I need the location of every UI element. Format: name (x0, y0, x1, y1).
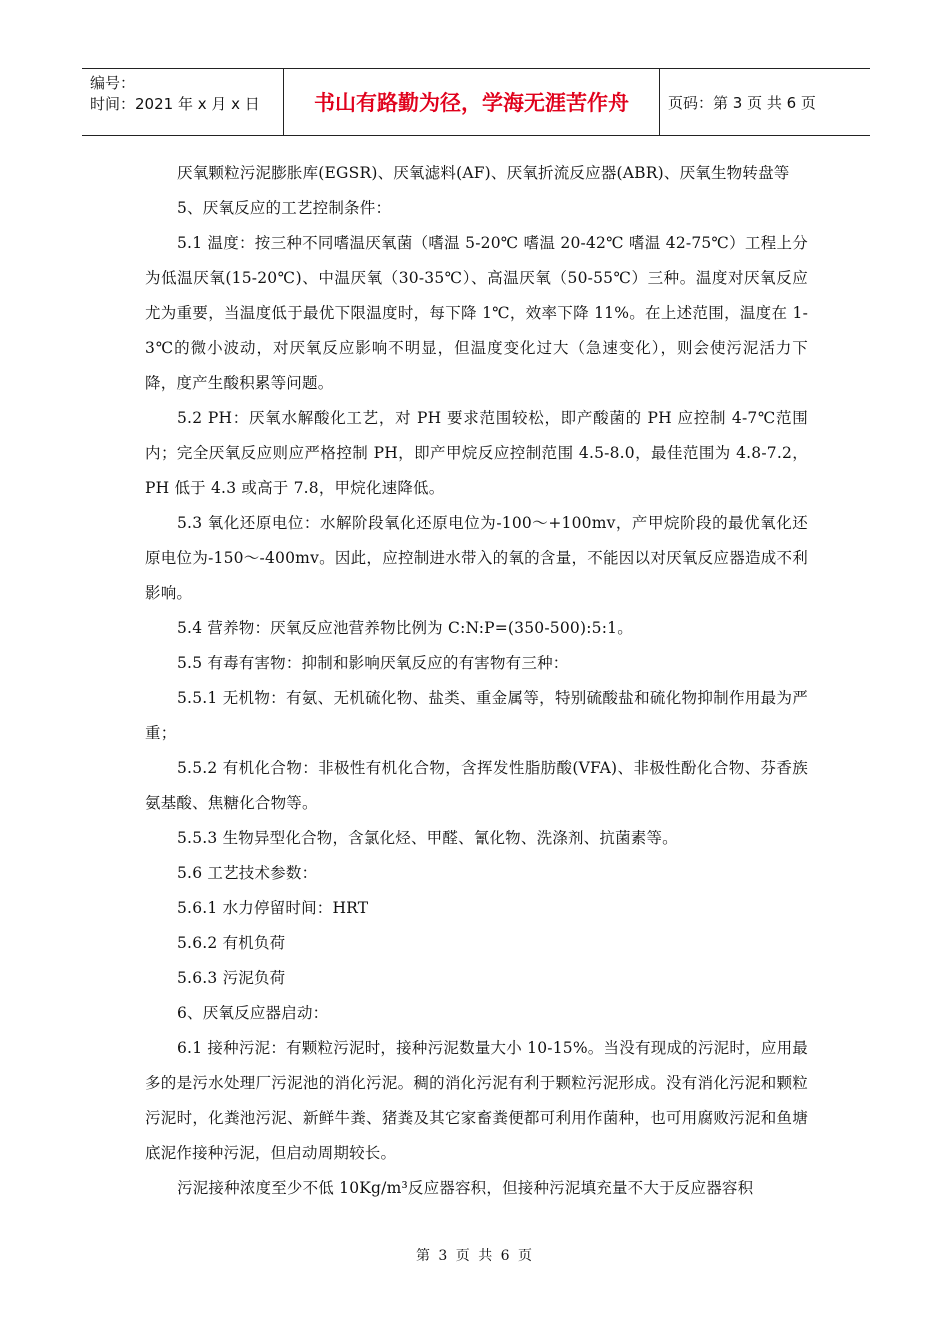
paragraph: 5.3 氧化还原电位：水解阶段氧化还原电位为-100～+100mv，产甲烷阶段的最优氧化还原电位为-150～-400mv。因此，应控制进水带入的氧的含量，不能因以对厌氧反应器造成不利影响。 (145, 514, 808, 602)
document-number: 编号： (90, 74, 136, 92)
paragraph: 5.6.2 有机负荷 (177, 934, 286, 952)
section-heading: 5、厌氧反应的工艺控制条件： (177, 199, 392, 217)
paragraph: 污泥接种浓度至少不低 10Kg/m³反应器容积，但接种污泥填充量不大于反应器容积 (177, 1179, 754, 1197)
paragraph: 6.1 接种污泥：有颗粒污泥时，接种污泥数量大小 10-15%。当没有现成的污泥时，应用最多的是污水处理厂污泥池的消化污泥。稠的消化污泥有利于颗粒污泥形成。没有消化污泥和颗粒污泥时，化粪池污泥、新鲜牛粪、猪粪及其它家畜粪便都可利用作菌种，也可用腐败污泥和鱼塘底泥作接种污泥，但启动周期较长。 (145, 1039, 808, 1162)
header-meta (82, 69, 284, 135)
paragraph: 5.5.1 无机物：有氨、无机硫化物、盐类、重金属等，特别硫酸盐和硫化物抑制作用最为严重； (145, 689, 808, 742)
page-footer: 第 3 页 共 6 页 (415, 1248, 535, 1264)
paragraph: 5.5 有毒有害物：抑制和影响厌氧反应的有害物有三种： (177, 654, 569, 672)
paragraph: 5.5.2 有机化合物：非极性有机化合物，含挥发性脂肪酸(VFA)、非极性酚化合物、芬香族氨基酸、焦糖化合物等。 (145, 759, 808, 812)
paragraph: 5.6.3 污泥负荷 (177, 969, 286, 987)
paragraph: 5.6 工艺技术参数： (177, 864, 318, 882)
header-page-info: 页码：第 3 页 共 6 页 (668, 93, 816, 112)
document-body (145, 156, 808, 1206)
paragraph: 5.2 PH：厌氧水解酸化工艺，对 PH 要求范围较松，即产酸菌的 PH 应控制 4-7℃范围内；完全厌氧反应则应严格控制 PH，即产甲烷反应控制范围 4.5-8.0，最佳范围为 4.8-7.2，PH 低于 4.3 或高于 7.8，甲烷化速降低。 (145, 409, 808, 497)
paragraph: 5.5.3 生物异型化合物，含氯化烃、甲醛、氰化物、洗涤剂、抗菌素等。 (177, 829, 678, 847)
paragraph: 厌氧颗粒污泥膨胀库(EGSR)、厌氧滤料(AF)、厌氧折流反应器(ABR)、厌氧生物转盘等 (177, 164, 790, 182)
document-time: 时间：2021 年 x 月 x 日 (90, 95, 260, 113)
header-motto: 书山有路勤为径，学海无涯苦作舟 (284, 69, 660, 135)
page-header (82, 68, 870, 136)
paragraph: 5.4 营养物：厌氧反应池营养物比例为 C:N:P=(350-500):5:1。 (177, 619, 633, 637)
section-heading: 6、厌氧反应器启动： (177, 1004, 329, 1022)
paragraph: 5.6.1 水力停留时间：HRT (177, 899, 369, 917)
paragraph: 5.1 温度：按三种不同嗜温厌氧菌（嗜温 5-20℃ 嗜温 20-42℃ 嗜温 42-75℃）工程上分为低温厌氧(15-20℃)、中温厌氧（30-35℃）、高温厌氧（50-55℃）三种。温度对厌氧反应尤为重要，当温度低于最优下限温度时，每下降 1℃，效率下降 11%。在上述范围，温度在 1-3℃的微小波动，对厌氧反应影响不明显，但温度变化过大（急速变化），则会使污泥活力下降，度产生酸积累等问题。 (145, 234, 808, 392)
